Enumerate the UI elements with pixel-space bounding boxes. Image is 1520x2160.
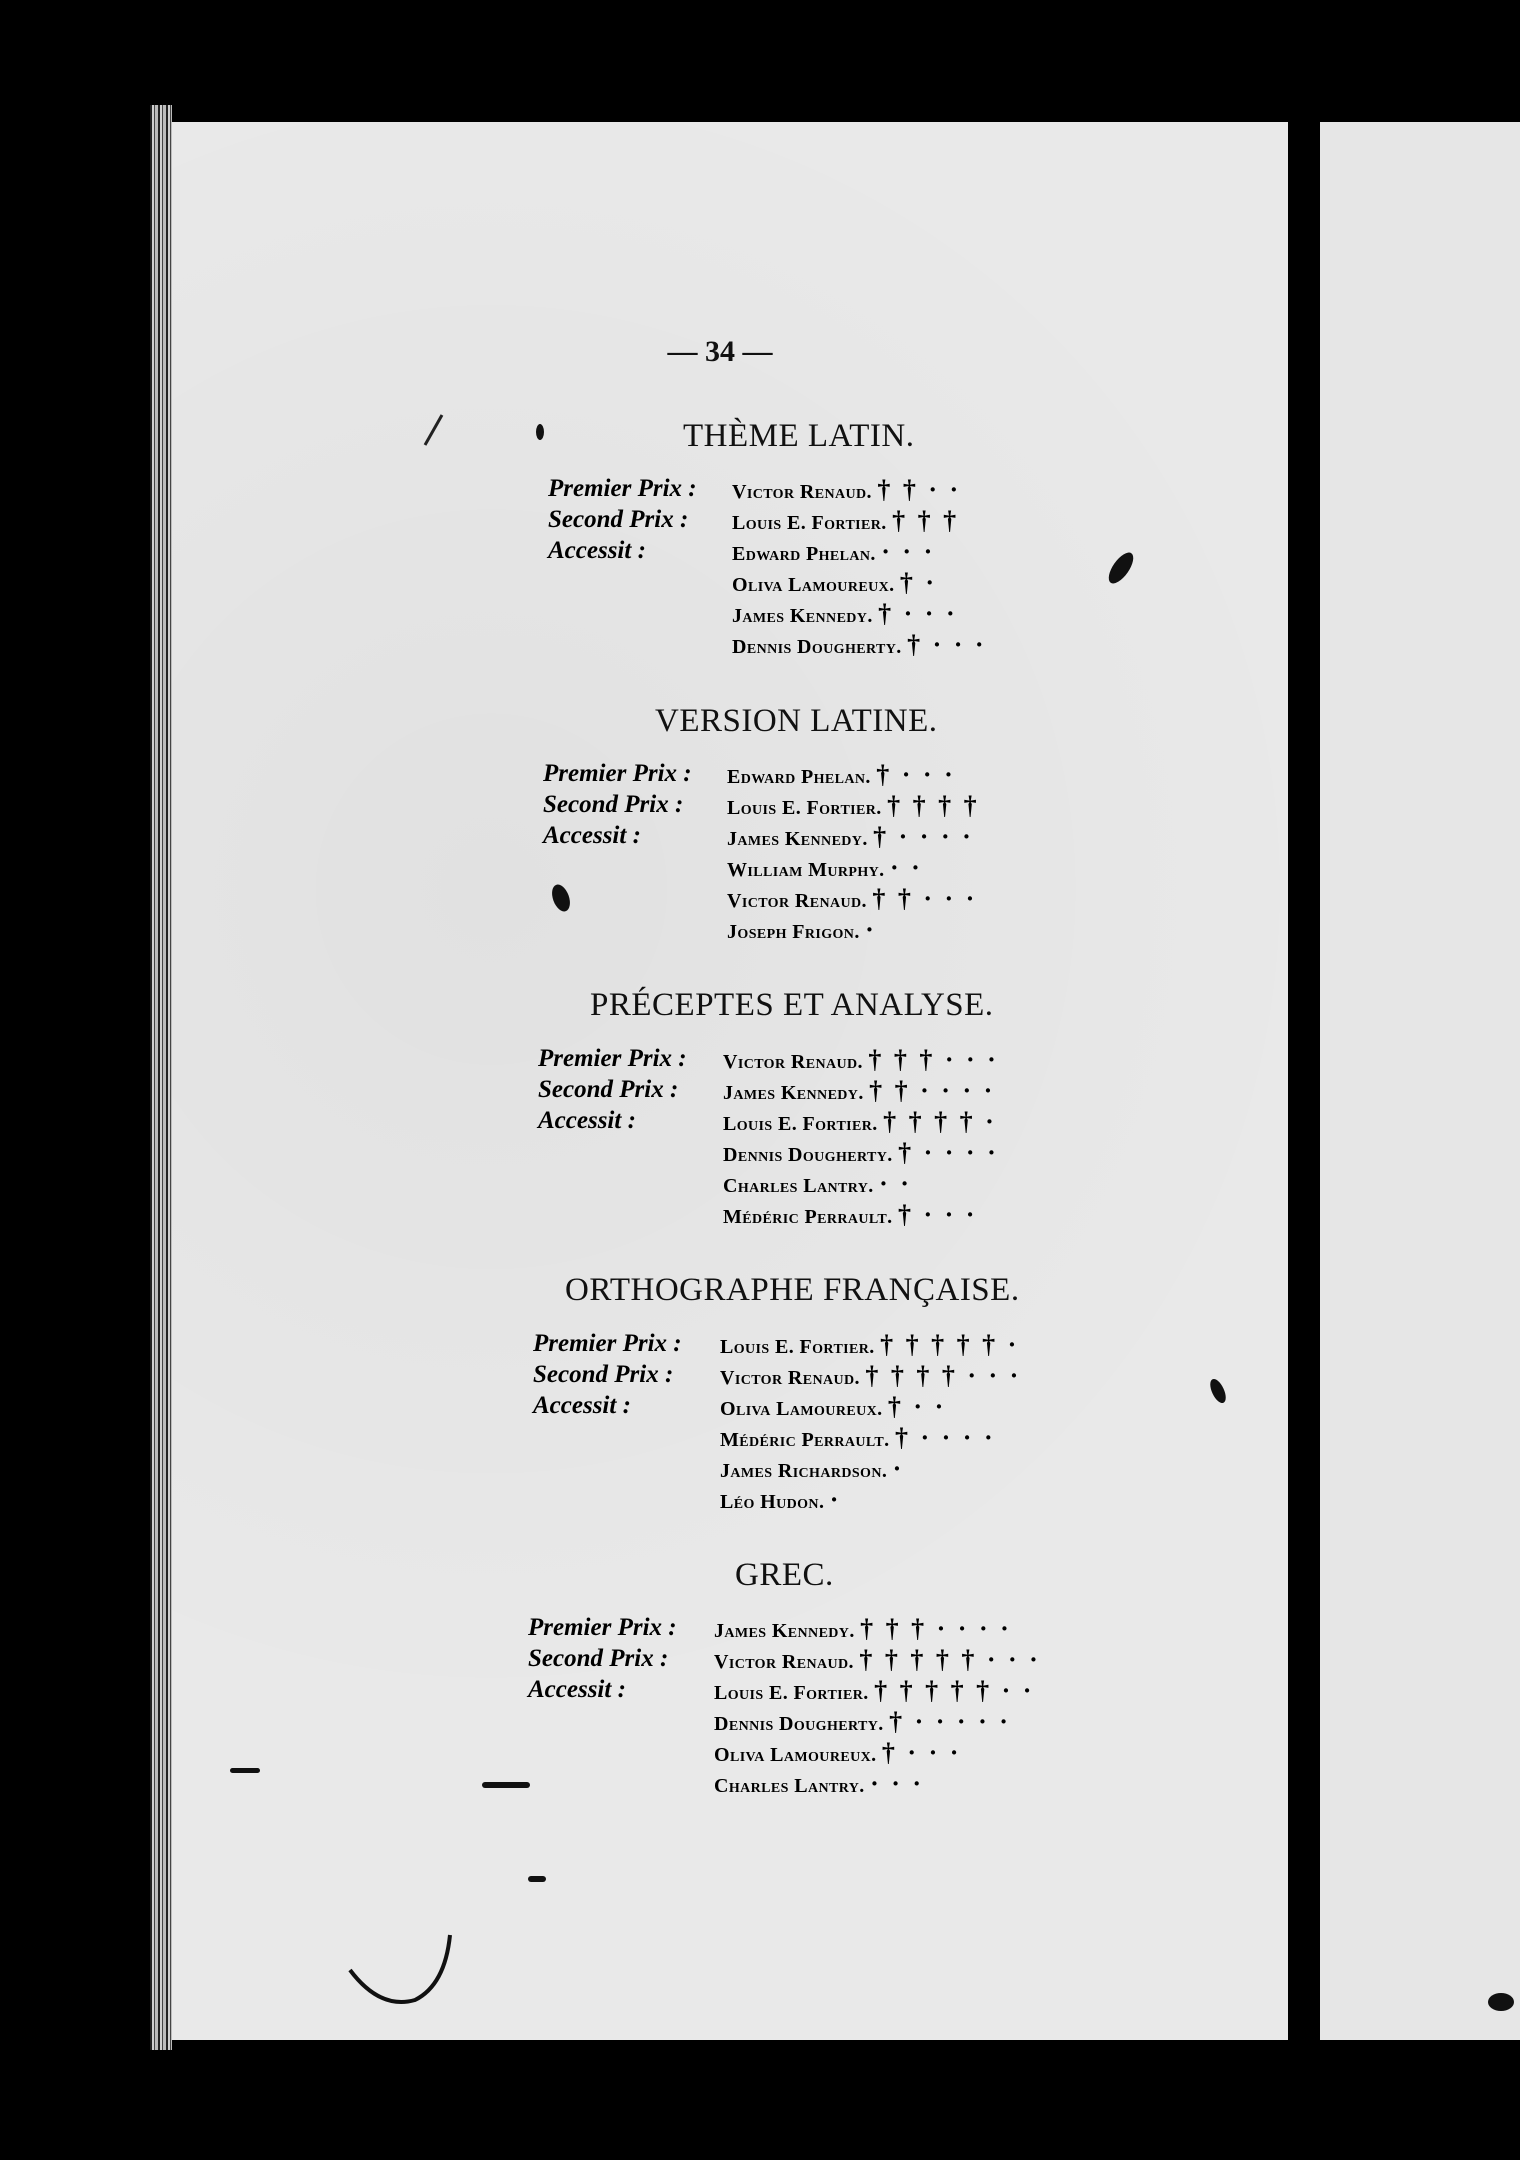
winner-name: Dennis Dougherty. † · · · · [723,1138,999,1167]
ink-blot [1488,1993,1514,2011]
second-prix-label: Second Prix : [548,506,689,533]
premier-prix-label: Premier Prix : [528,1614,677,1641]
pencil-stroke [420,410,450,450]
right-page [1320,122,1520,2040]
section-title-grec: GREC. [735,1557,834,1593]
page-number: — 34 — [667,335,773,368]
winner-name: Victor Renaud. † † † † † · · · [714,1645,1041,1674]
winner-name: Oliva Lamoureux. † · · [720,1392,947,1421]
winner-name: Charles Lantry. · · · [714,1769,925,1798]
book-binding [150,105,172,2050]
winner-name: Edward Phelan. † · · · [727,760,956,789]
section-title-orthographe: ORTHOGRAPHE FRANÇAISE. [565,1272,1020,1308]
accessit-label: Accessit : [533,1392,631,1419]
ink-blot [482,1782,530,1788]
winner-name: William Murphy. · · [727,853,923,882]
winner-name: Oliva Lamoureux. † · · · [714,1738,962,1767]
second-prix-label: Second Prix : [533,1361,674,1388]
winner-name: James Kennedy. † · · · · [727,822,974,851]
winner-name: Edward Phelan. · · · [732,537,936,566]
premier-prix-label: Premier Prix : [533,1330,682,1357]
winner-name: Victor Renaud. † † · · · [727,884,978,913]
winner-name: Victor Renaud. † † † † · · · [720,1361,1022,1390]
winner-name: Médéric Perrault. † · · · · [720,1423,996,1452]
winner-name: James Kennedy. † · · · [732,599,958,628]
winner-name: Louis E. Fortier. † † † † · [723,1107,997,1136]
section-title-theme-latin: THÈME LATIN. [683,418,915,454]
winner-name: Léo Hudon. · [720,1485,842,1514]
winner-name: Dennis Dougherty. † · · · · · [714,1707,1011,1736]
winner-name: Victor Renaud. † † · · [732,475,962,504]
winner-name: Dennis Dougherty. † · · · [732,630,987,659]
winner-name: Louis E. Fortier. † † † † † · [720,1330,1020,1359]
winner-name: Oliva Lamoureux. † · [732,568,938,597]
ink-blot [528,1876,546,1882]
pencil-stroke [340,1920,460,2030]
accessit-label: Accessit : [543,822,641,849]
winner-name: Charles Lantry. · · [723,1169,912,1198]
winner-name: Joseph Frigon. · [727,915,877,944]
premier-prix-label: Premier Prix : [548,475,697,502]
section-title-version-latine: VERSION LATINE. [655,703,938,739]
accessit-label: Accessit : [548,537,646,564]
winner-name: James Kennedy. † † · · · · [723,1076,996,1105]
premier-prix-label: Premier Prix : [538,1045,687,1072]
section-title-preceptes-analyse: PRÉCEPTES ET ANALYSE. [590,987,994,1023]
premier-prix-label: Premier Prix : [543,760,692,787]
accessit-label: Accessit : [538,1107,636,1134]
winner-name: Louis E. Fortier. † † † † † · · [714,1676,1035,1705]
second-prix-label: Second Prix : [543,791,684,818]
winner-name: James Richardson. · [720,1454,905,1483]
winner-name: Médéric Perrault. † · · · [723,1200,978,1229]
ink-blot [230,1768,260,1773]
winner-name: Victor Renaud. † † † · · · [723,1045,999,1074]
second-prix-label: Second Prix : [538,1076,679,1103]
winner-name: James Kennedy. † † † · · · · [714,1614,1012,1643]
accessit-label: Accessit : [528,1676,626,1703]
winner-name: Louis E. Fortier. † † † [732,506,960,535]
ink-blot [536,424,544,440]
second-prix-label: Second Prix : [528,1645,669,1672]
winner-name: Louis E. Fortier. † † † † [727,791,980,820]
